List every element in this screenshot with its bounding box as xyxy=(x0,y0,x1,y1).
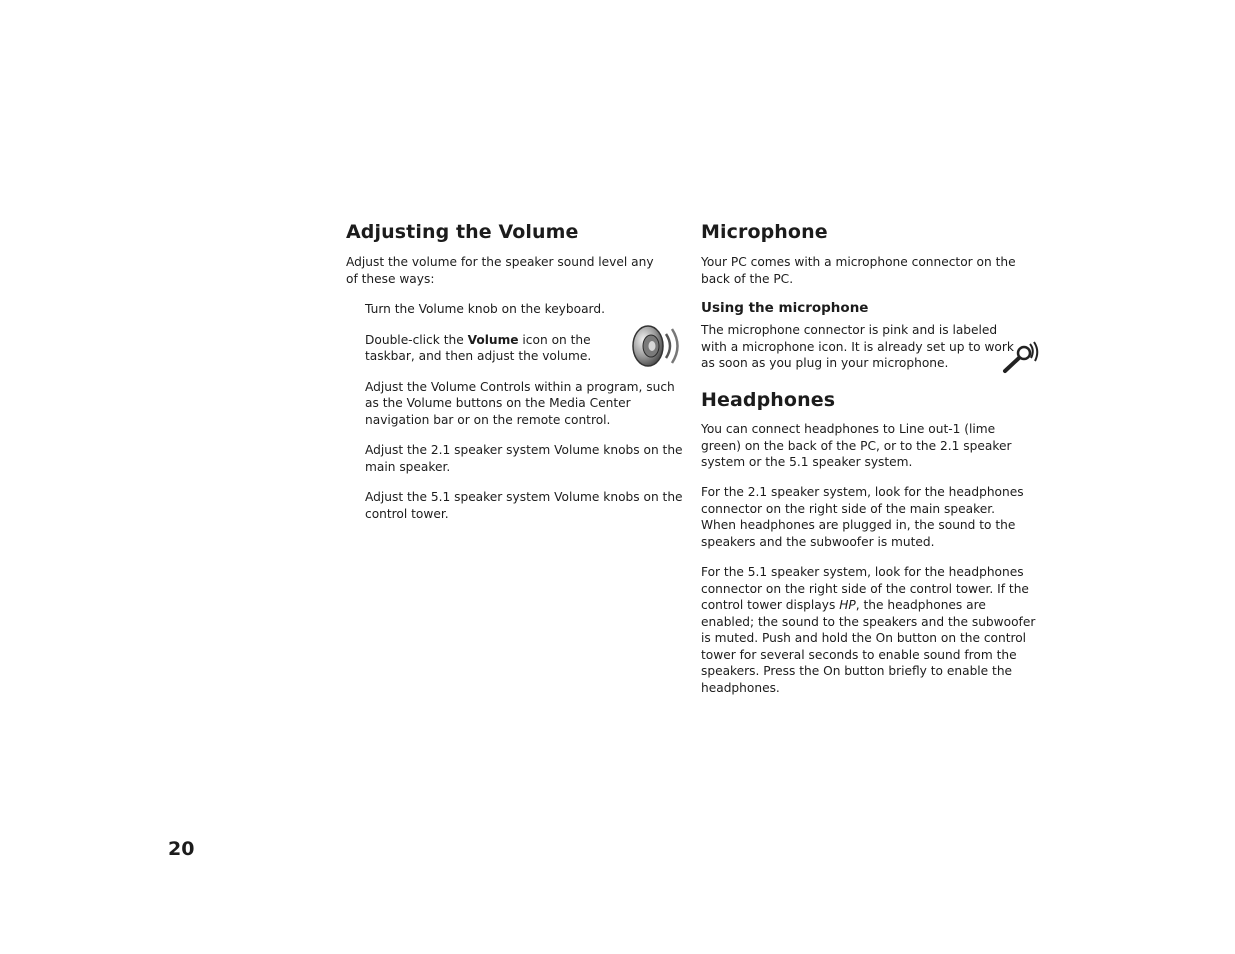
volume-bold-label: Volume xyxy=(467,332,519,347)
list-item-text: Double-click the xyxy=(365,332,468,347)
list-item: Turn the Volume knob on the keyboard. xyxy=(365,302,605,316)
list-item-text: icon on the taskbar, and then adjust the volume. xyxy=(365,332,592,363)
headphones-paragraph: For the 2.1 speaker system, look for the headphones connector on the right side of the main speaker. When headphones are plugged in, the sound to the speakers and the subwoofer is muted. xyxy=(701,485,1024,549)
subsection-title-using-microphone: Using the microphone xyxy=(701,300,869,316)
microphone-usage-text: The microphone connector is pink and is labeled with a microphone icon. It is already set up to work as soon as you plug in your microphone. xyxy=(701,323,1014,370)
section-title-headphones: Headphones xyxy=(701,389,836,411)
list-item: Adjust the 2.1 speaker system Volume knobs on the main speaker. xyxy=(365,443,683,474)
paragraph-text: , the headphones are enabled; the sound to the speakers and the subwoofer is muted. Push and hold the On button on the control tower for several seconds to enable sound from the speakers. Press the On button briefly to enable the headphones. xyxy=(701,598,1036,695)
section-title-microphone: Microphone xyxy=(701,221,828,243)
volume-intro-text: Adjust the volume for the speaker sound level any of these ways: xyxy=(346,255,654,286)
headphones-paragraph xyxy=(701,564,1036,696)
page-number: 20 xyxy=(168,838,195,860)
paragraph-text: For the 5.1 speaker system, look for the headphones connector on the right side of the control tower. If the control tower displays xyxy=(701,565,1029,612)
headphones-paragraph: You can connect headphones to Line out-1 (lime green) on the back of the PC, or to the 2.1 speaker system or the 5.1 speaker system. xyxy=(701,422,1012,469)
list-item: Adjust the Volume Controls within a program, such as the Volume buttons on the Media Center navigation bar or on the remote control. xyxy=(365,379,675,427)
section-title-adjusting-volume: Adjusting the Volume xyxy=(346,221,579,243)
microphone-intro-text: Your PC comes with a microphone connector on the back of the PC. xyxy=(701,255,1016,286)
microphone-icon xyxy=(1000,340,1040,376)
speaker-volume-icon xyxy=(628,318,684,372)
list-item xyxy=(365,332,605,365)
list-item: Adjust the 5.1 speaker system Volume knobs on the control tower. xyxy=(365,490,683,521)
hp-italic-label: HP xyxy=(839,598,856,612)
